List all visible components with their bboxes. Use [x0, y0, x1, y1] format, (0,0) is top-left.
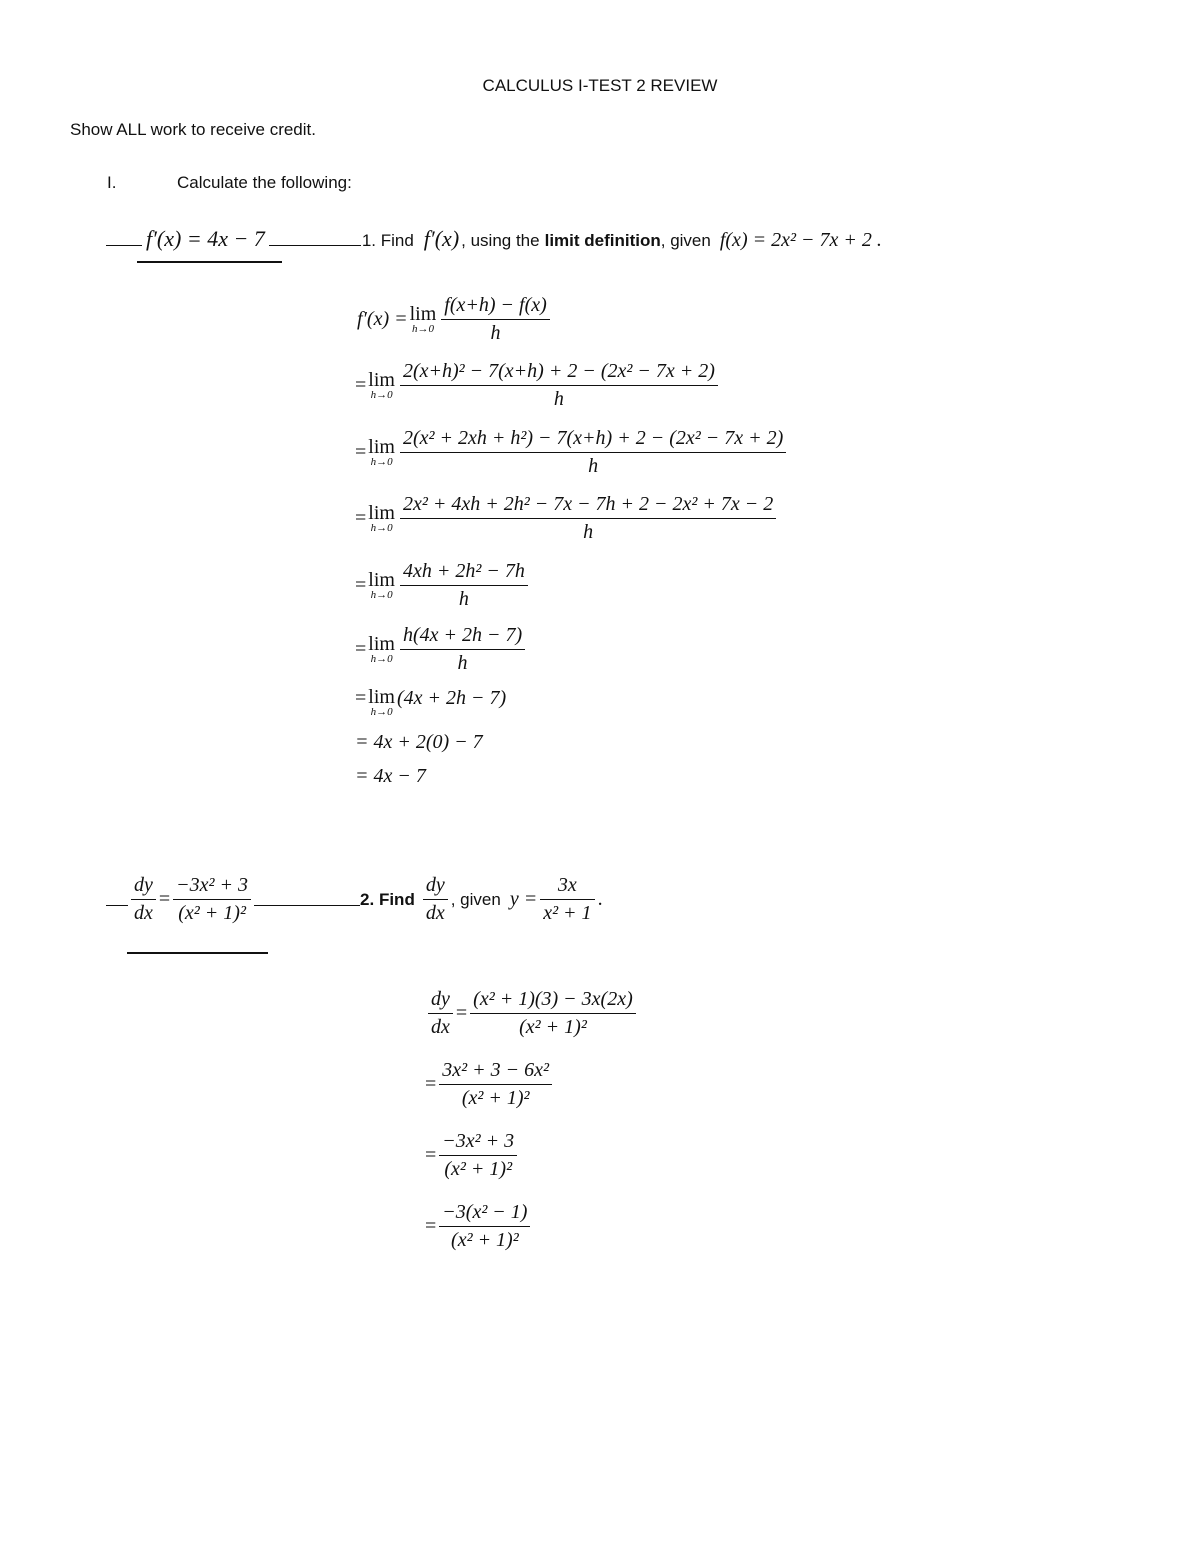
p1-step-7-expression: (4x + 2h − 7): [396, 687, 507, 709]
p2-step-4: [425, 1201, 533, 1252]
limit-operator: lim h→0: [368, 436, 395, 468]
problem1-prompt-bold: limit definition: [544, 231, 661, 250]
problem1-prompt-given: , given: [660, 231, 711, 250]
problem2-prompt-y: y =: [509, 888, 538, 910]
problem2-answer-rhs: $\frac{\text{−3x² + 3}}{\text{(x² + 1)²}}$: [173, 874, 251, 925]
fraction: $\frac{\text{4xh + 2h² − 7h}}{h}$: [400, 560, 528, 611]
problem1-answer-underline: [137, 261, 282, 263]
problem2-prompt-end: .: [597, 888, 603, 910]
fraction: $\frac{dy}{dx}$: [428, 988, 453, 1039]
answer-blank-right: [269, 231, 361, 246]
answer-blank-right: [254, 905, 360, 906]
p1-step-9: = 4x − 7: [355, 765, 426, 787]
equals-sign: =: [425, 1073, 437, 1095]
p2-step-3: [425, 1130, 520, 1181]
p1-step-5: [355, 560, 531, 611]
problem2-line: [106, 874, 603, 925]
p1-step-2: [355, 360, 721, 411]
equals-sign: =: [455, 1002, 468, 1024]
problem2-answer-underline: [127, 952, 268, 954]
p1-step-4: [355, 493, 779, 544]
fraction: $\frac{\text{3x² + 3 − 6x²}}{\text{(x² + 1)²}}$: [439, 1059, 552, 1110]
p1-step-8: = 4x + 2(0) − 7: [355, 731, 483, 753]
p2-step-1: [425, 988, 639, 1039]
problem2-answer-lhs: $\frac{dy}{dx}$: [131, 874, 156, 925]
limit-operator: lim h→0: [368, 502, 395, 534]
limit-operator: lim h→0: [368, 569, 395, 601]
p2-step-2: [425, 1059, 555, 1110]
problem1-prompt-fx: f′(x): [423, 226, 460, 251]
problem2-prompt-given: , given: [450, 889, 501, 909]
equals-sign: =: [355, 507, 367, 529]
fraction: $\frac{\text{2(x² + 2xh + h²) − 7(x+h) + 2 − (2x² − 7x + 2)}}{h}$: [400, 427, 786, 478]
p1-step-3: [355, 427, 789, 478]
equals-sign: =: [355, 574, 367, 596]
fraction: $\frac{\text{−3(x² − 1)}}{\text{(x² + 1)²}}$: [439, 1201, 530, 1252]
problem1-prompt-function: f(x) = 2x² − 7x + 2 .: [719, 229, 882, 251]
page-title: CALCULUS I-TEST 2 REVIEW: [482, 76, 718, 95]
problem1-line: [106, 226, 882, 252]
equals-sign: =: [158, 888, 171, 910]
fraction: $\frac{\text{2x² + 4xh + 2h² − 7x − 7h + 2 − 2x² + 7x − 2}}{h}$: [400, 493, 776, 544]
fraction: $\frac{\text{(x² + 1)(3) − 3x(2x)}}{\text{(x² + 1)²}}$: [470, 988, 636, 1039]
equals-sign: =: [425, 1215, 437, 1237]
answer-blank-left: [106, 231, 142, 246]
limit-operator: lim h→0: [368, 633, 395, 665]
limit-operator: lim h→0: [368, 369, 395, 401]
answer-blank-left: [106, 905, 128, 906]
equals-sign: =: [355, 374, 367, 396]
equals-sign: =: [355, 638, 367, 660]
p1-lhs: f′(x) =: [357, 308, 408, 330]
section-numeral: I.: [107, 173, 117, 192]
problem1-answer: f′(x) = 4x − 7: [146, 226, 265, 251]
p1-step-1: [357, 294, 553, 345]
fraction: $\frac{f(x+h) - f(x)}{h}$: [441, 294, 550, 345]
instructions-text: Show ALL work to receive credit.: [70, 120, 316, 139]
fraction: $\frac{\text{2(x+h)² − 7(x+h) + 2 − (2x² − 7x + 2)}}{h}$: [400, 360, 718, 411]
problem2-prompt-function: $\frac{3x}{\text{x² + 1}}$: [540, 874, 594, 925]
problem1-prompt-prefix: 1. Find: [361, 231, 414, 250]
equals-sign: =: [425, 1144, 437, 1166]
limit-operator: lim h→0: [368, 686, 395, 718]
fraction: $\frac{\text{−3x² + 3}}{\text{(x² + 1)²}}$: [439, 1130, 517, 1181]
problem2-prompt-derivative: $\frac{dy}{dx}$: [423, 874, 448, 925]
limit-operator: lim h→0: [409, 303, 437, 335]
fraction: $\frac{h(4x + 2h - 7)}{h}$: [400, 624, 525, 675]
p1-step-6: [355, 624, 528, 675]
problem1-prompt-mid: , using the: [461, 231, 540, 250]
problem2-prompt-prefix: 2. Find: [360, 889, 415, 909]
p1-step-7: [355, 687, 506, 718]
equals-sign: =: [355, 687, 367, 709]
equals-sign: =: [355, 441, 367, 463]
section-label: Calculate the following:: [177, 173, 352, 192]
